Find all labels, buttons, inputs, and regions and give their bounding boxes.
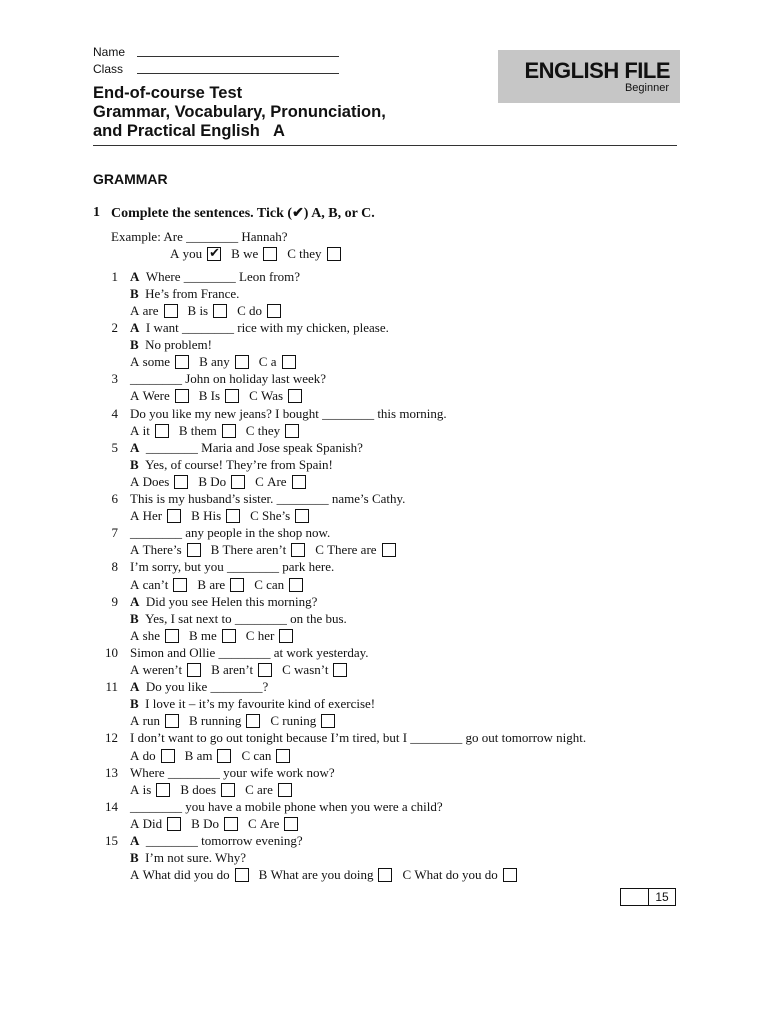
question-text: I want ________ rice with my chicken, please. bbox=[145, 320, 389, 335]
option-a bbox=[130, 354, 199, 369]
option-c bbox=[246, 628, 304, 643]
section-heading: GRAMMAR bbox=[93, 171, 168, 187]
answer-checkbox[interactable] bbox=[213, 304, 227, 318]
answer-checkbox[interactable] bbox=[155, 424, 169, 438]
option-letter: B bbox=[178, 422, 191, 438]
instruction-text: Complete the sentences. Tick (✔) A, B, or C. bbox=[111, 206, 375, 221]
options-row bbox=[130, 388, 312, 403]
option-text: There’s bbox=[142, 542, 182, 558]
question-text: No problem! bbox=[145, 337, 212, 353]
option-text: it bbox=[142, 422, 150, 438]
question-line bbox=[130, 765, 335, 780]
option-text: aren’t bbox=[223, 662, 254, 677]
option-letter: A bbox=[130, 815, 143, 831]
option-text: can bbox=[253, 747, 272, 763]
question-line bbox=[130, 799, 443, 814]
option-text: can bbox=[266, 576, 285, 592]
option-letter: B bbox=[211, 662, 224, 677]
question-line bbox=[130, 559, 334, 574]
option-letter: C bbox=[258, 354, 271, 370]
answer-checkbox[interactable] bbox=[231, 475, 245, 489]
option-text: do bbox=[249, 302, 263, 318]
question-text: Where ________ your wife work now? bbox=[130, 764, 335, 780]
option-c bbox=[315, 542, 405, 557]
option-text: any bbox=[211, 354, 230, 370]
option-b bbox=[199, 388, 249, 403]
question-number: 8 bbox=[111, 559, 118, 575]
option-b bbox=[179, 423, 246, 438]
option-text: Are bbox=[267, 473, 287, 489]
option-letter: B bbox=[180, 781, 193, 797]
speaker-label: B bbox=[130, 850, 146, 866]
option-letter: C bbox=[254, 576, 267, 592]
answer-checkbox[interactable] bbox=[284, 817, 298, 831]
test-title bbox=[93, 84, 386, 141]
option-text: weren’t bbox=[142, 662, 183, 677]
option-c bbox=[255, 474, 315, 489]
option-text: Do bbox=[210, 473, 227, 489]
option-a bbox=[130, 423, 179, 438]
answer-checkbox[interactable] bbox=[222, 629, 236, 643]
question-text: Where ________ Leon from? bbox=[145, 268, 301, 284]
option-text: Did bbox=[142, 815, 163, 831]
class-label: Class bbox=[93, 62, 124, 76]
answer-checkbox[interactable] bbox=[175, 389, 189, 403]
answer-checkbox[interactable] bbox=[292, 475, 306, 489]
answer-checkbox[interactable] bbox=[295, 509, 309, 523]
header-divider bbox=[93, 145, 677, 146]
option-text: What are you doing bbox=[270, 867, 374, 883]
option-a bbox=[130, 867, 259, 882]
name-field[interactable] bbox=[137, 56, 339, 57]
option-a bbox=[130, 748, 185, 763]
answer-checkbox[interactable] bbox=[187, 543, 201, 557]
option-c bbox=[249, 388, 312, 403]
answer-checkbox[interactable] bbox=[288, 389, 302, 403]
question-line bbox=[130, 491, 405, 506]
options-row bbox=[130, 713, 345, 728]
options-row bbox=[130, 867, 527, 882]
option-letter: A bbox=[130, 781, 143, 797]
options-row bbox=[130, 782, 302, 797]
option-text: Do bbox=[203, 815, 219, 831]
option-letter: C bbox=[247, 815, 260, 831]
answer-checkbox[interactable] bbox=[167, 817, 181, 831]
option-letter: C bbox=[287, 246, 300, 262]
answer-checkbox[interactable] bbox=[175, 355, 189, 369]
option-letter: A bbox=[130, 302, 143, 318]
option-b bbox=[188, 303, 238, 318]
option-letter: A bbox=[130, 627, 143, 643]
option-letter: A bbox=[130, 662, 143, 677]
question-number: 15 bbox=[105, 833, 118, 848]
option-text: her bbox=[257, 627, 275, 643]
question-line bbox=[130, 320, 389, 335]
brand-box bbox=[498, 50, 680, 103]
option-c bbox=[254, 577, 313, 592]
answer-checkbox[interactable] bbox=[285, 424, 299, 438]
question-text: Do you like my new jeans? I bought ________ this morning. bbox=[130, 405, 447, 421]
example-prompt: Example: Are ________ Hannah? bbox=[111, 229, 288, 244]
options-row bbox=[130, 508, 319, 523]
option-text: can’t bbox=[142, 576, 169, 592]
option-text: Her bbox=[142, 508, 163, 524]
speaker-label: A bbox=[130, 268, 146, 284]
option-c bbox=[250, 508, 319, 523]
option-text: is bbox=[199, 302, 209, 318]
options-row bbox=[130, 303, 291, 318]
speaker-label: A bbox=[130, 679, 146, 695]
question-number: 5 bbox=[111, 439, 118, 455]
answer-checkbox[interactable] bbox=[173, 578, 187, 592]
question-line bbox=[130, 286, 239, 301]
option-b bbox=[191, 508, 250, 523]
speaker-label: A bbox=[130, 593, 146, 609]
option-text: runing bbox=[282, 713, 317, 729]
question-text: Did you see Helen this morning? bbox=[145, 593, 318, 609]
answer-checkbox[interactable] bbox=[164, 304, 178, 318]
option-a bbox=[130, 303, 188, 318]
option-b bbox=[191, 816, 248, 831]
option-letter: A bbox=[130, 713, 143, 729]
option-letter: A bbox=[130, 867, 143, 883]
question-number: 10 bbox=[105, 644, 118, 660]
option-a bbox=[130, 577, 197, 592]
option-letter: B bbox=[184, 747, 197, 763]
answer-checkbox[interactable] bbox=[246, 714, 260, 728]
options-row bbox=[170, 246, 351, 261]
option-text: is bbox=[142, 781, 152, 797]
title-line-1: End-of-course Test bbox=[93, 84, 243, 102]
option-text: Are bbox=[259, 815, 280, 831]
options-row bbox=[130, 628, 303, 643]
question-text: This is my husband’s sister. ________ name’s Cathy. bbox=[130, 491, 406, 506]
question-line bbox=[130, 269, 300, 284]
option-letter: C bbox=[245, 422, 258, 438]
question-line bbox=[130, 525, 330, 540]
option-c bbox=[270, 713, 345, 728]
question-line bbox=[130, 337, 212, 352]
brand-level: Beginner bbox=[624, 82, 669, 94]
option-text: run bbox=[142, 713, 160, 729]
option-letter: A bbox=[130, 388, 143, 404]
option-b bbox=[189, 713, 270, 728]
option-letter: C bbox=[250, 508, 263, 524]
option-text: them bbox=[190, 422, 217, 438]
option-text: There aren’t bbox=[222, 542, 287, 558]
option-c bbox=[287, 246, 350, 261]
option-letter: B bbox=[210, 542, 223, 558]
answer-checkbox[interactable] bbox=[291, 543, 305, 557]
question-number: 14 bbox=[105, 798, 118, 814]
answer-checkbox[interactable] bbox=[225, 389, 239, 403]
speaker-label: A bbox=[130, 320, 146, 335]
options-row bbox=[130, 577, 313, 592]
option-c bbox=[245, 782, 302, 797]
question-text: Yes, of course! They’re from Spain! bbox=[145, 456, 333, 472]
option-letter: B bbox=[198, 473, 211, 489]
option-letter: C bbox=[255, 473, 268, 489]
option-a bbox=[130, 782, 180, 797]
option-letter: B bbox=[188, 713, 201, 729]
speaker-label: B bbox=[130, 337, 146, 353]
question-text: ________ John on holiday last week? bbox=[130, 371, 327, 387]
option-a bbox=[130, 474, 198, 489]
question-line bbox=[130, 645, 369, 660]
option-c bbox=[237, 303, 291, 318]
answer-checkbox[interactable] bbox=[279, 629, 293, 643]
option-text: does bbox=[192, 781, 217, 797]
option-letter: B bbox=[187, 302, 200, 318]
question-line bbox=[130, 440, 363, 455]
option-text: running bbox=[200, 713, 242, 729]
option-text: She’s bbox=[262, 508, 291, 524]
question-text: ________ tomorrow evening? bbox=[145, 833, 303, 848]
option-letter: A bbox=[130, 473, 143, 489]
option-text: Was bbox=[260, 388, 284, 404]
option-letter: B bbox=[258, 867, 271, 883]
option-text: you bbox=[182, 246, 203, 262]
option-letter: A bbox=[170, 246, 183, 262]
answer-checkbox[interactable] bbox=[221, 783, 235, 797]
answer-checkbox[interactable] bbox=[235, 355, 249, 369]
tick-icon: ✔ bbox=[209, 245, 221, 261]
answer-checkbox[interactable] bbox=[327, 247, 341, 261]
option-a bbox=[130, 628, 189, 643]
option-letter: B bbox=[198, 388, 211, 404]
answer-checkbox[interactable] bbox=[167, 509, 181, 523]
option-text: Were bbox=[142, 388, 170, 404]
answer-checkbox[interactable] bbox=[224, 817, 238, 831]
option-letter: A bbox=[130, 422, 143, 438]
option-text: a bbox=[270, 354, 277, 370]
answer-checkbox[interactable] bbox=[217, 749, 231, 763]
option-a bbox=[130, 542, 211, 557]
speaker-label: B bbox=[130, 456, 146, 472]
options-row bbox=[130, 748, 300, 763]
speaker-label: A bbox=[130, 833, 146, 848]
question-line bbox=[130, 679, 268, 694]
option-b bbox=[259, 867, 403, 882]
title-line-3: and Practical English A bbox=[93, 122, 285, 140]
option-text: do bbox=[142, 747, 156, 763]
answer-checkbox[interactable] bbox=[165, 714, 179, 728]
answer-checkbox[interactable] bbox=[276, 749, 290, 763]
question-line bbox=[130, 833, 303, 848]
speaker-label: A bbox=[130, 439, 146, 455]
option-c bbox=[402, 867, 526, 882]
option-letter: C bbox=[249, 388, 261, 404]
option-letter: C bbox=[282, 662, 295, 677]
option-text: are bbox=[142, 302, 159, 318]
option-text: some bbox=[142, 354, 171, 370]
answer-checkbox[interactable] bbox=[289, 578, 303, 592]
question-number: 13 bbox=[105, 764, 118, 780]
question-number: 7 bbox=[111, 525, 118, 541]
speaker-label: B bbox=[130, 610, 146, 626]
question-line bbox=[130, 406, 447, 421]
option-letter: A bbox=[130, 354, 143, 370]
option-c bbox=[259, 354, 306, 369]
option-letter: B bbox=[231, 246, 244, 262]
option-letter: A bbox=[130, 576, 143, 592]
option-letter: C bbox=[237, 302, 250, 318]
answer-checkbox[interactable] bbox=[235, 868, 249, 882]
question-text: Yes, I sat next to ________ on the bus. bbox=[145, 610, 347, 626]
option-letter: C bbox=[245, 627, 258, 643]
option-letter: B bbox=[191, 815, 204, 831]
option-text: we bbox=[243, 246, 259, 262]
answer-checkbox[interactable] bbox=[165, 629, 179, 643]
answer-checkbox[interactable] bbox=[333, 663, 347, 677]
name-label: Name bbox=[93, 45, 126, 59]
question-number: 6 bbox=[111, 491, 118, 506]
question-number: 11 bbox=[105, 679, 118, 695]
option-b bbox=[231, 246, 287, 261]
question-number: 3 bbox=[111, 371, 118, 387]
answer-checkbox[interactable] bbox=[187, 663, 201, 677]
answer-checkbox[interactable] bbox=[503, 868, 517, 882]
question-text: I’m sorry, but you ________ park here. bbox=[130, 559, 335, 575]
option-c bbox=[248, 816, 308, 831]
question-line bbox=[130, 457, 333, 472]
options-row bbox=[130, 354, 306, 369]
option-a bbox=[130, 662, 211, 677]
question-text: He’s from France. bbox=[145, 285, 240, 301]
question-number: 4 bbox=[111, 405, 118, 421]
answer-checkbox[interactable] bbox=[278, 783, 292, 797]
option-b bbox=[180, 782, 245, 797]
option-b bbox=[198, 474, 255, 489]
option-text: am bbox=[196, 747, 213, 763]
question-text: I don’t want to go out tonight because I’m tired, but I ________ go out tomorrow night. bbox=[130, 730, 587, 746]
option-a bbox=[130, 388, 199, 403]
exercise-number: 1 bbox=[93, 205, 100, 220]
option-text: What did you do bbox=[142, 867, 230, 883]
option-b bbox=[199, 354, 259, 369]
option-a bbox=[130, 508, 191, 523]
option-b bbox=[197, 577, 254, 592]
question-text: Do you like ________? bbox=[145, 679, 269, 695]
option-text: wasn’t bbox=[294, 662, 329, 677]
option-letter: C bbox=[245, 781, 257, 797]
score-total: 15 bbox=[648, 888, 676, 906]
question-line bbox=[130, 371, 326, 386]
option-text: they bbox=[299, 246, 322, 262]
options-row bbox=[130, 474, 316, 489]
option-c bbox=[241, 748, 300, 763]
option-text: Is bbox=[210, 388, 221, 404]
option-c bbox=[246, 423, 309, 438]
speaker-label: B bbox=[130, 285, 146, 301]
option-letter: C bbox=[315, 542, 328, 558]
brand-logo: ENGLISH FILE bbox=[524, 58, 670, 83]
class-field[interactable] bbox=[137, 73, 339, 74]
option-letter: B bbox=[191, 508, 204, 524]
question-line bbox=[130, 594, 317, 609]
options-row bbox=[130, 816, 308, 831]
title-line-2: Grammar, Vocabulary, Pronunciation, bbox=[93, 103, 386, 121]
option-text: Does bbox=[142, 473, 170, 489]
question-text: ________ you have a mobile phone when you were a child? bbox=[130, 798, 443, 814]
option-b bbox=[211, 542, 316, 557]
speaker-label: B bbox=[130, 696, 146, 712]
question-text: I love it – it’s my favourite kind of exercise! bbox=[145, 696, 376, 712]
option-letter: B bbox=[197, 576, 210, 592]
name-row bbox=[93, 45, 125, 59]
answer-checkbox[interactable] bbox=[267, 304, 281, 318]
option-text: There are bbox=[327, 542, 377, 558]
question-line bbox=[130, 850, 246, 865]
option-letter: C bbox=[241, 747, 254, 763]
question-text: I’m not sure. Why? bbox=[145, 850, 247, 866]
option-text: me bbox=[200, 627, 217, 643]
class-row bbox=[93, 62, 123, 76]
option-a bbox=[170, 246, 231, 261]
options-row bbox=[130, 542, 406, 557]
question-line bbox=[130, 730, 586, 745]
option-text: they bbox=[257, 422, 281, 438]
option-b bbox=[185, 748, 242, 763]
question-number: 1 bbox=[111, 268, 118, 284]
question-line bbox=[130, 611, 347, 626]
option-a bbox=[130, 816, 191, 831]
options-row bbox=[130, 662, 357, 677]
answer-checkbox[interactable] bbox=[226, 509, 240, 523]
answer-checkbox[interactable] bbox=[382, 543, 396, 557]
question-text: ________ Maria and Jose speak Spanish? bbox=[145, 439, 363, 455]
options-row bbox=[130, 423, 309, 438]
option-a bbox=[130, 713, 189, 728]
option-b bbox=[211, 662, 282, 677]
question-number: 9 bbox=[111, 593, 118, 609]
option-letter: A bbox=[130, 542, 143, 558]
option-c bbox=[282, 662, 357, 677]
score-box bbox=[620, 888, 676, 906]
option-text: she bbox=[142, 627, 160, 643]
option-text: are bbox=[257, 781, 273, 797]
option-letter: A bbox=[130, 747, 143, 763]
option-text: What do you do bbox=[414, 867, 498, 883]
question-line bbox=[130, 696, 375, 711]
option-text: are bbox=[209, 576, 226, 592]
option-letter: B bbox=[188, 627, 201, 643]
answer-checkbox[interactable] bbox=[161, 749, 175, 763]
option-letter: C bbox=[402, 867, 415, 883]
answer-checkbox[interactable] bbox=[378, 868, 392, 882]
question-number: 12 bbox=[105, 730, 118, 746]
option-letter: B bbox=[199, 354, 212, 370]
answer-checkbox[interactable] bbox=[321, 714, 335, 728]
option-letter: A bbox=[130, 508, 143, 524]
answer-checkbox[interactable] bbox=[282, 355, 296, 369]
answer-checkbox[interactable] bbox=[258, 663, 272, 677]
option-letter: C bbox=[270, 713, 283, 729]
answer-checkbox[interactable] bbox=[156, 783, 170, 797]
answer-checkbox[interactable] bbox=[207, 247, 221, 261]
option-text: His bbox=[203, 508, 222, 524]
answer-checkbox[interactable] bbox=[263, 247, 277, 261]
question-text: Simon and Ollie ________ at work yesterday. bbox=[130, 644, 369, 660]
answer-checkbox[interactable] bbox=[222, 424, 236, 438]
question-number: 2 bbox=[111, 320, 118, 335]
answer-checkbox[interactable] bbox=[174, 475, 188, 489]
question-text: ________ any people in the shop now. bbox=[130, 525, 331, 541]
option-b bbox=[189, 628, 246, 643]
answer-checkbox[interactable] bbox=[230, 578, 244, 592]
